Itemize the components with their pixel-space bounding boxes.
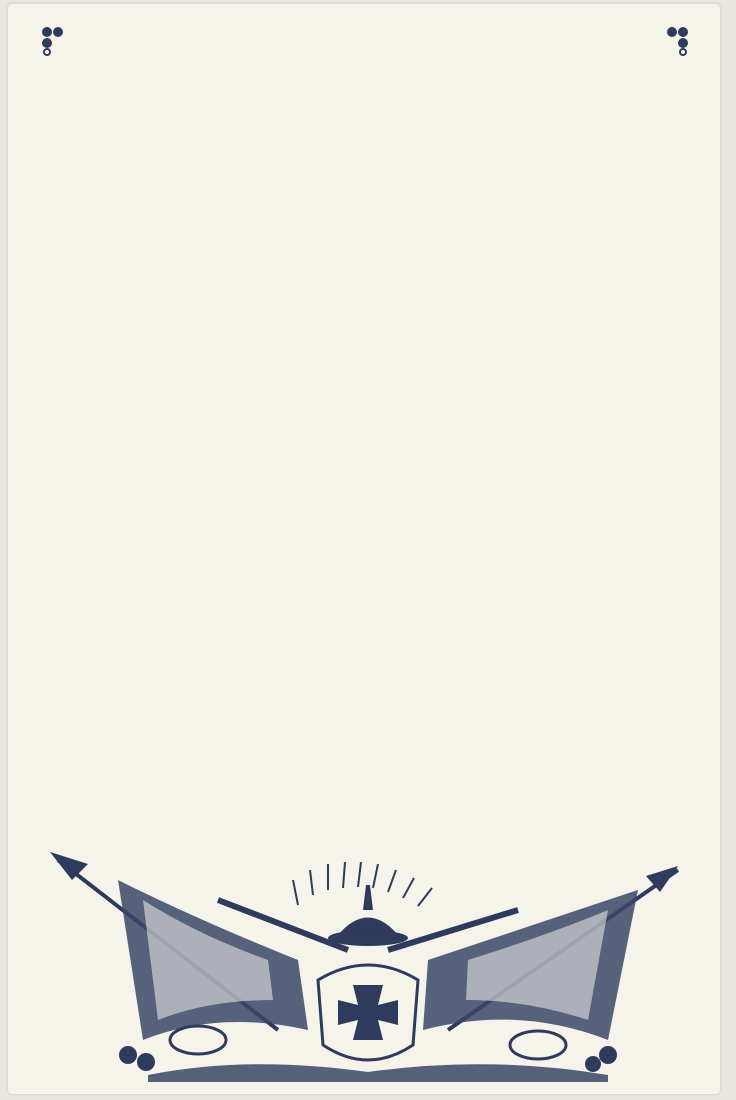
military-trophy-illustration-icon (48, 840, 688, 1090)
